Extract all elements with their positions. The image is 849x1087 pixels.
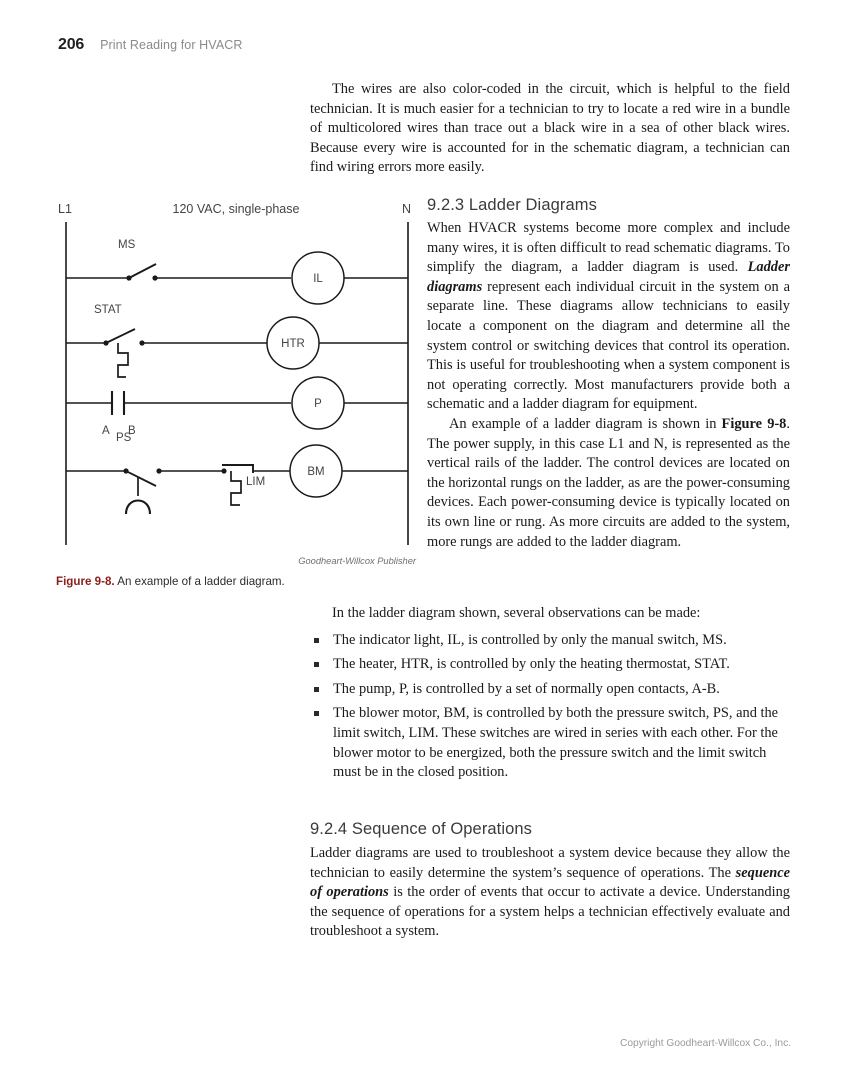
contact-b-label: B [128, 425, 136, 437]
book-title: Print Reading for HVACR [100, 38, 243, 52]
page-number: 206 [58, 36, 85, 53]
lim-switch-label: LIM [246, 476, 266, 488]
ladder-diagram-svg [56, 196, 416, 551]
key-term-ladder-diagrams: Ladder diagrams [427, 259, 790, 295]
left-rail-label: L1 [58, 202, 72, 216]
intro-paragraph-text: The wires are also color-coded in the circuit, which is helpful to the field technician. It is much easier for a technician to try to locate a red wire in a bundle of multicolored wires than trace out a black wire in a sea of other black wires. Because every wire is accounted for in the schematic diagram, a technician can find wiring errors more easily. [310, 81, 790, 176]
rung-4-blower-motor [66, 432, 408, 514]
list-item-text: The heater, HTR, is controlled by only the heating thermostat, STAT. [333, 656, 730, 673]
list-item [310, 655, 790, 675]
list-item-text: The pump, P, is controlled by a set of normally open contacts, A-B. [333, 680, 720, 697]
para1-part-b: represent each individual circuit in the system on a separate line. These diagrams allow technicians to easily locate a component on the diagram and determine all the system control or switching devices that control its operation. This is useful for troubleshooting when a system component is not operating correctly. Most manufacturers provide both a schematic and a ladder diagram for equipment. [427, 278, 790, 413]
list-item [310, 680, 790, 700]
para-part-b: is the order of events that occur to activate a device. Understanding the sequence of operations for a system helps a technician effectively evaluate and troubleshoot a system. [310, 884, 790, 940]
para2-part-a: An example of a ladder diagram is shown in [449, 415, 722, 432]
ps-switch-blade [126, 471, 156, 486]
rung-2-heater [66, 304, 408, 377]
section-9-2-4-paragraph [310, 844, 790, 942]
lim-bimetal-symbol [231, 471, 241, 505]
rung-1-indicator-light [66, 239, 408, 304]
running-head [58, 36, 243, 54]
bullet-marker-icon [314, 638, 319, 643]
stat-switch-blade [106, 329, 135, 343]
figure-caption-label: Figure 9-8. [56, 575, 115, 588]
bm-load-label: BM [307, 466, 325, 478]
contact-a-label: A [102, 425, 110, 437]
rung-3-pump [66, 377, 408, 437]
list-item [310, 631, 790, 651]
bullet-marker-icon [314, 687, 319, 692]
lim-pivot-terminal [221, 468, 226, 473]
para1-part-a: When HVACR systems become more complex and include many wires, it is often difficult to read schematic diagrams. To simplify the diagram, a ladder diagram is used. [427, 220, 790, 276]
supply-voltage-label: 120 VAC, single-phase [172, 202, 300, 216]
section-heading-9-2-4: 9.2.4 Sequence of Operations [310, 820, 533, 838]
observations-list [310, 631, 790, 783]
htr-load-label: HTR [281, 338, 305, 350]
stat-bimetal-symbol [118, 343, 128, 377]
bullet-marker-icon [314, 662, 319, 667]
figure-cross-reference: Figure 9-8 [721, 415, 787, 432]
observations-block [310, 604, 790, 788]
list-item-text: The blower motor, BM, is controlled by both the pressure switch, PS, and the limit switch, LIM. These switches are wired in series with each other. For the blower motor to be energized, both the pressure switch and the limit switch must be in the closed position. [333, 705, 779, 781]
section-9-2-3-column [427, 196, 790, 552]
ms-pivot-terminal [126, 275, 131, 280]
ps-switch-label: PS [116, 432, 132, 444]
section-9-2-3-paragraph-1 [427, 219, 790, 415]
para2-part-b: . The power supply, in this case L1 and N, is represented as the vertical rails of the ladder. The control devices are located on the horizontal rungs on the ladder, as are the power-consuming devices. Each power-consuming device is typically located on its own line or rung. As more circuits are added to the system, more rungs are added to the ladder diagram. [427, 415, 790, 550]
section-heading-9-2-3: 9.2.3 Ladder Diagrams [427, 196, 597, 214]
right-rail-label: N [402, 202, 412, 216]
list-item [310, 704, 790, 782]
figure-caption-text: An example of a ladder diagram. [114, 575, 285, 588]
stat-switch-label: STAT [94, 304, 122, 316]
bullet-marker-icon [314, 711, 319, 716]
intro-paragraph [310, 80, 790, 178]
figure-caption [56, 574, 416, 589]
list-item-text: The indicator light, IL, is controlled by only the manual switch, MS. [333, 631, 727, 648]
ps-diaphragm-symbol [126, 501, 150, 515]
section-9-2-4 [310, 820, 790, 942]
key-term-sequence-of-operations: sequence of operations [310, 864, 790, 901]
observations-lead-in: In the ladder diagram shown, several observations can be made: [332, 605, 701, 621]
section-9-2-3-paragraph-2 [427, 415, 790, 552]
ms-switch-blade [129, 264, 156, 278]
p-load-label: P [314, 398, 322, 410]
figure-credit: Goodheart-Willcox Publisher [298, 556, 416, 566]
il-load-label: IL [313, 273, 323, 285]
copyright-footer: Copyright Goodheart-Willcox Co., Inc. [620, 1038, 791, 1049]
ms-switch-label: MS [118, 239, 136, 251]
para-part-a: Ladder diagrams are used to troubleshoot a system device because they allow the technician to easily determine the system’s sequence of operations. The [310, 845, 790, 881]
figure-9-8 [56, 196, 416, 589]
